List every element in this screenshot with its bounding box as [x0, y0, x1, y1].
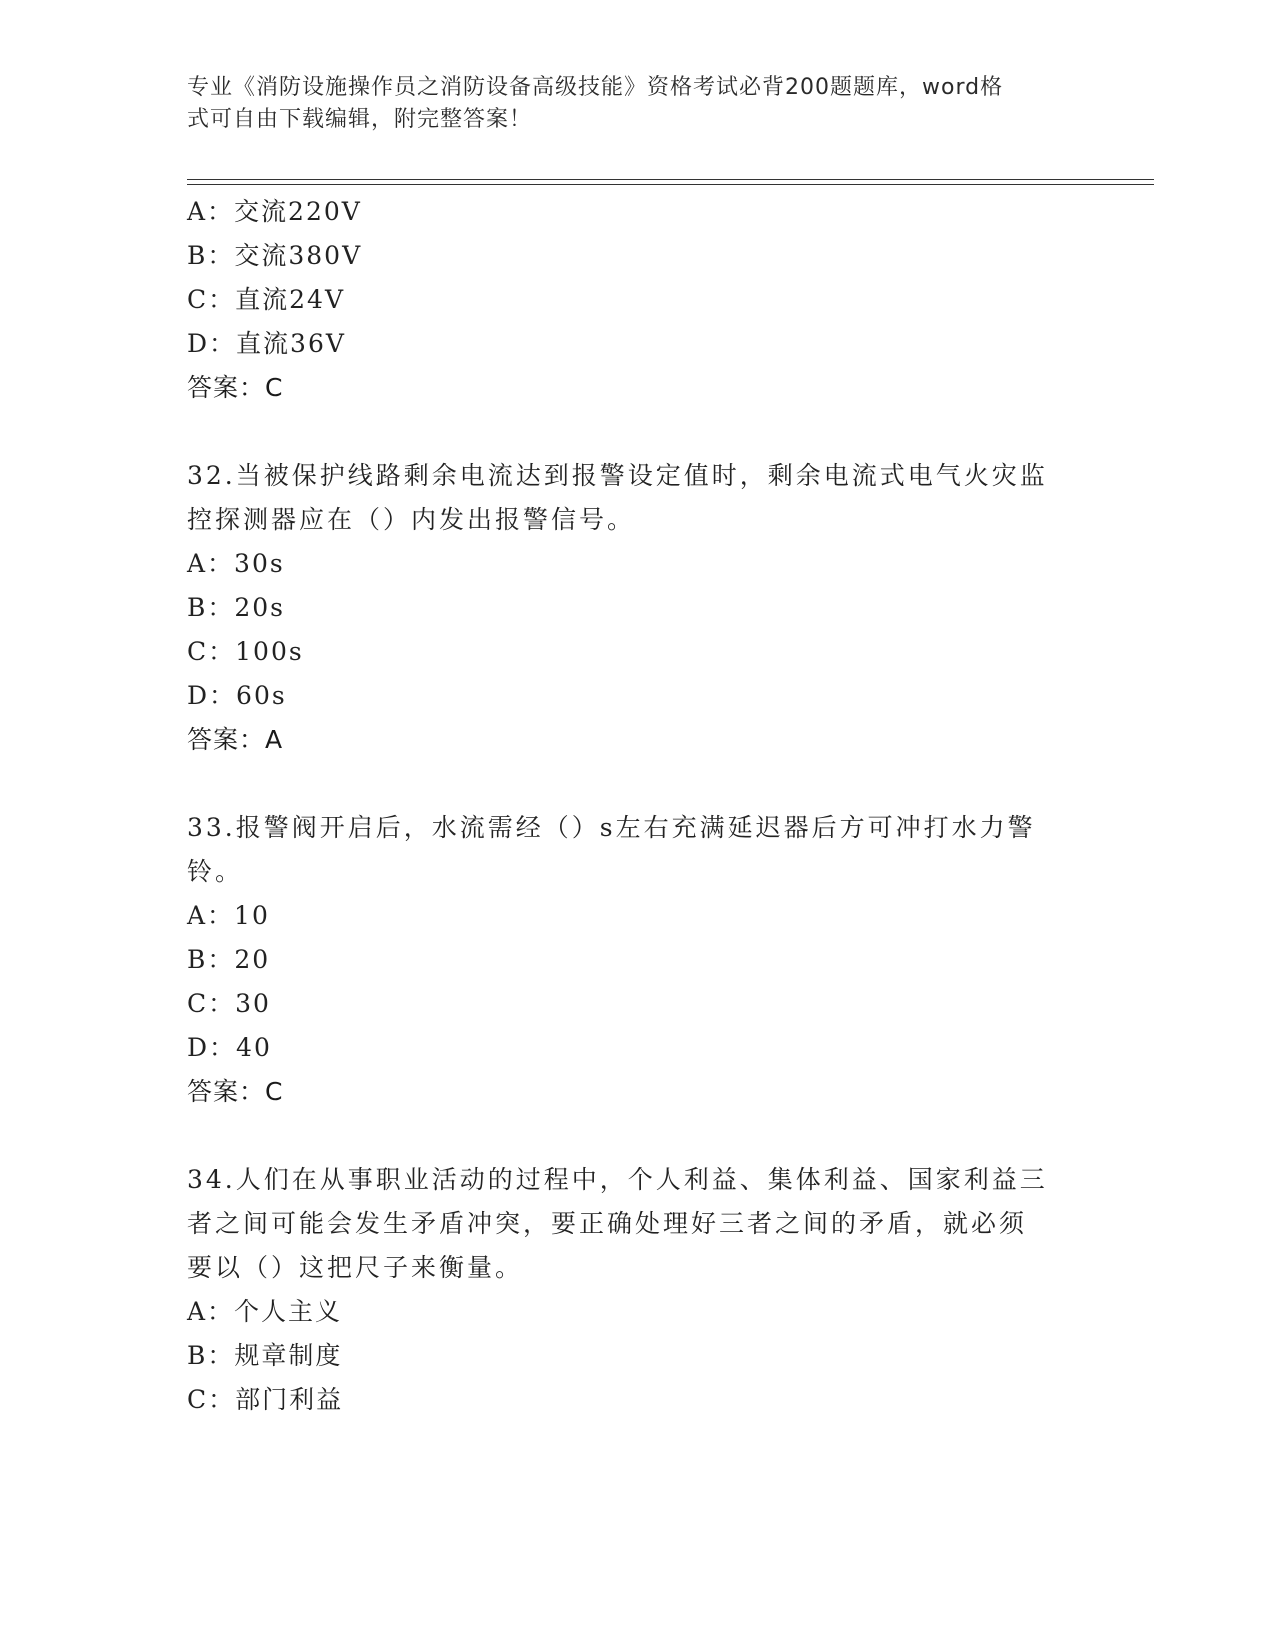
q32-stem-line-2: 控探测器应在（）内发出报警信号。 — [187, 505, 636, 534]
q33-option-b: B：20 — [187, 945, 271, 974]
q33-option-a: A：10 — [187, 901, 270, 930]
header-divider-bottom — [187, 184, 1154, 185]
header-line-2: 式可自由下载编辑，附完整答案！ — [187, 107, 533, 132]
q33-stem-line-2: 铃。 — [187, 857, 244, 886]
q31-option-b: B：交流380V — [187, 241, 363, 270]
q32-answer: 答案：A — [187, 725, 284, 754]
header-divider-top — [187, 179, 1154, 180]
q34-option-b: B：规章制度 — [187, 1341, 343, 1370]
q34-stem-line-3: 要以（）这把尺子来衡量。 — [187, 1253, 524, 1282]
q32-option-c: C：100s — [187, 637, 304, 666]
q32-option-b: B：20s — [187, 593, 286, 622]
q31-option-a: A：交流220V — [187, 197, 362, 226]
q33-option-d: D：40 — [187, 1033, 272, 1062]
q33-option-c: C：30 — [187, 989, 271, 1018]
q32-stem-line-1: 32.当被保护线路剩余电流达到报警设定值时，剩余电流式电气火灾监 — [187, 461, 1048, 490]
q31-answer: 答案：C — [187, 373, 284, 402]
header-line-1: 专业《消防设施操作员之消防设备高级技能》资格考试必背200题题库，word格 — [187, 75, 1004, 100]
q33-answer: 答案：C — [187, 1077, 284, 1106]
q32-option-a: A：30s — [187, 549, 285, 578]
q34-option-a: A：个人主义 — [187, 1297, 343, 1326]
q33-stem-line-1: 33.报警阀开启后，水流需经（）s左右充满延迟器后方可冲打水力警 — [187, 813, 1036, 842]
document-header — [187, 72, 1067, 136]
q31-option-c: C：直流24V — [187, 285, 345, 314]
q34-stem-line-1: 34.人们在从事职业活动的过程中，个人利益、集体利益、国家利益三 — [187, 1165, 1048, 1194]
q34-stem-line-2: 者之间可能会发生矛盾冲突，要正确处理好三者之间的矛盾，就必须 — [187, 1209, 1028, 1238]
q31-option-d: D：直流36V — [187, 329, 346, 358]
q32-option-d: D：60s — [187, 681, 287, 710]
q34-option-c: C：部门利益 — [187, 1385, 344, 1414]
